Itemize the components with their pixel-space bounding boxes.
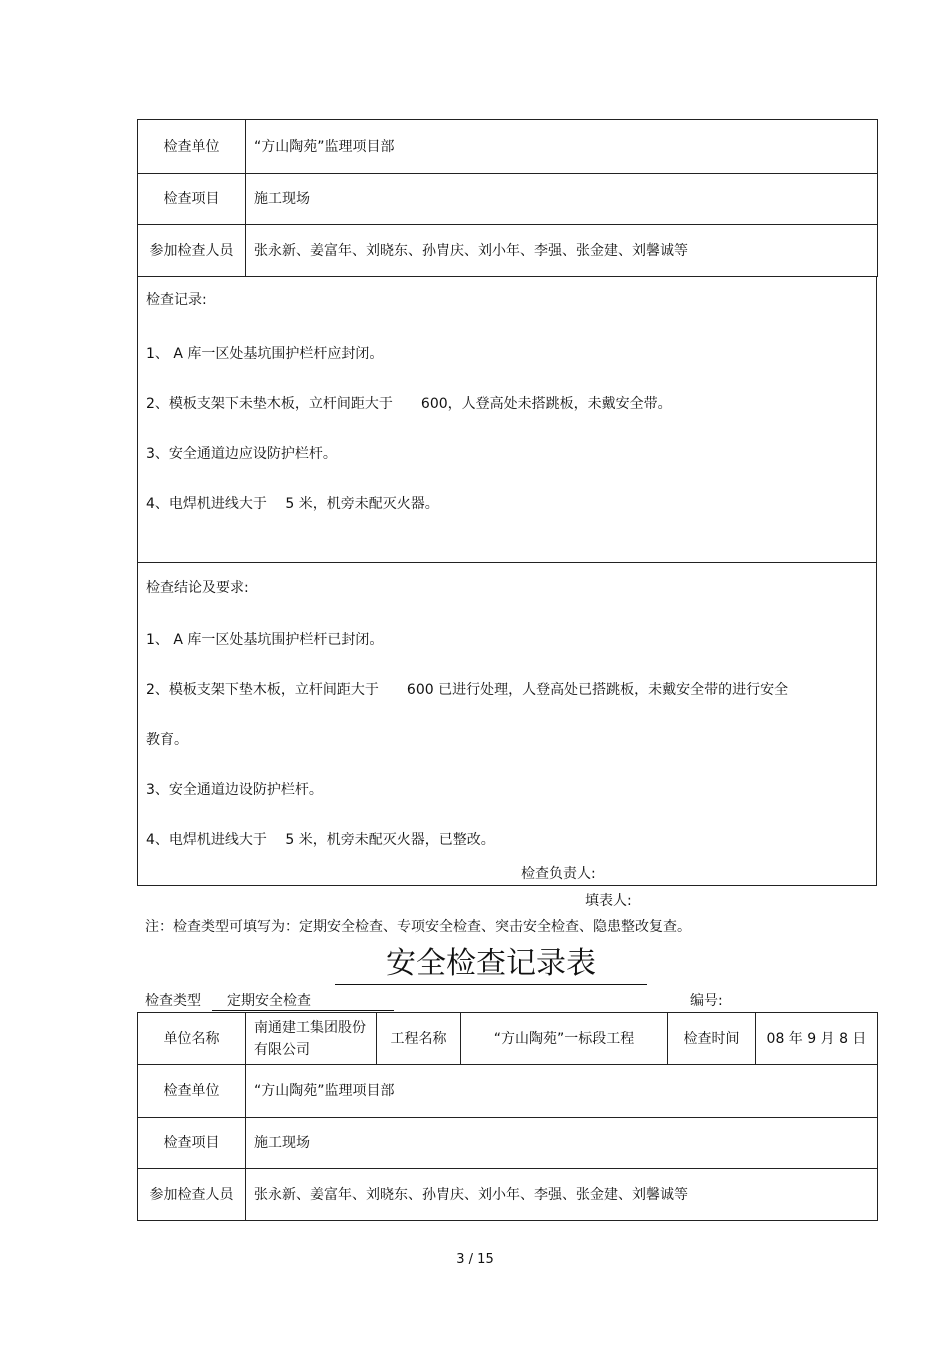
bottom-info-table [137, 1012, 878, 1221]
inspect-item-value: 施工现场 [246, 174, 878, 225]
check-time-value: 08 年 9 月 8 日 [756, 1013, 878, 1065]
record-heading: 检查记录: [146, 292, 207, 308]
page-number: 3 / 15 [456, 1252, 494, 1267]
conclusion-item: 3、安全通道边设防护栏杆。 [146, 782, 323, 798]
inspect-item-value: 施工现场 [246, 1118, 878, 1169]
note-text: 注：检查类型可填写为：定期安全检查、专项安全检查、突击安全检查、隐患整改复查。 [145, 919, 691, 935]
participants-value: 张永新、姜富年、刘晓东、孙胄庆、刘小年、李强、张金建、刘馨诚等 [246, 1169, 878, 1221]
project-name-value: “方山陶苑”一标段工程 [461, 1013, 668, 1065]
record-item: 2、模板支架下未垫木板，立杆间距大于 600，人登高处未搭跳板，未戴安全带。 [146, 396, 672, 412]
record-item: 4、电焊机进线大于 5 米，机旁未配灭火器。 [146, 496, 439, 512]
unit-name-value: 南通建工集团股份有限公司 [246, 1013, 377, 1065]
unit-name-label: 单位名称 [138, 1013, 246, 1065]
check-time-label: 检查时间 [668, 1013, 756, 1065]
inspection-record-section [137, 276, 877, 563]
inspect-unit-label: 检查单位 [138, 120, 246, 174]
participants-label: 参加检查人员 [138, 225, 246, 277]
inspect-item-label: 检查项目 [138, 174, 246, 225]
conclusion-heading: 检查结论及要求: [146, 580, 249, 596]
participants-label: 参加检查人员 [138, 1169, 246, 1221]
type-value: 定期安全检查 [212, 990, 394, 1011]
participants-value: 张永新、姜富年、刘晓东、孙胄庆、刘小年、李强、张金建、刘馨诚等 [246, 225, 878, 277]
inspect-unit-label: 检查单位 [138, 1065, 246, 1118]
filler-label: 填表人: [585, 893, 632, 909]
conclusion-section [137, 562, 877, 886]
inspect-unit-value: “方山陶苑”监理项目部 [246, 120, 878, 174]
inspect-unit-value: “方山陶苑”监理项目部 [246, 1065, 878, 1118]
responsible-label: 检查负责人: [521, 866, 596, 882]
project-name-label: 工程名称 [377, 1013, 461, 1065]
form-title: 安全检查记录表 [335, 944, 647, 985]
number-label: 编号: [690, 993, 723, 1009]
record-item: 1、 A 库一区处基坑围护栏杆应封闭。 [146, 346, 384, 362]
record-item: 3、安全通道边应设防护栏杆。 [146, 446, 337, 462]
top-info-table [137, 119, 878, 277]
conclusion-item: 教育。 [146, 732, 188, 748]
conclusion-item: 4、电焊机进线大于 5 米，机旁未配灭火器，已整改。 [146, 832, 495, 848]
type-label: 检查类型 [145, 993, 201, 1009]
conclusion-item: 2、模板支架下垫木板，立杆间距大于 600 已进行处理，人登高处已搭跳板，未戴安全带的进行安全 [146, 682, 789, 698]
conclusion-item: 1、 A 库一区处基坑围护栏杆已封闭。 [146, 632, 384, 648]
inspect-item-label: 检查项目 [138, 1118, 246, 1169]
